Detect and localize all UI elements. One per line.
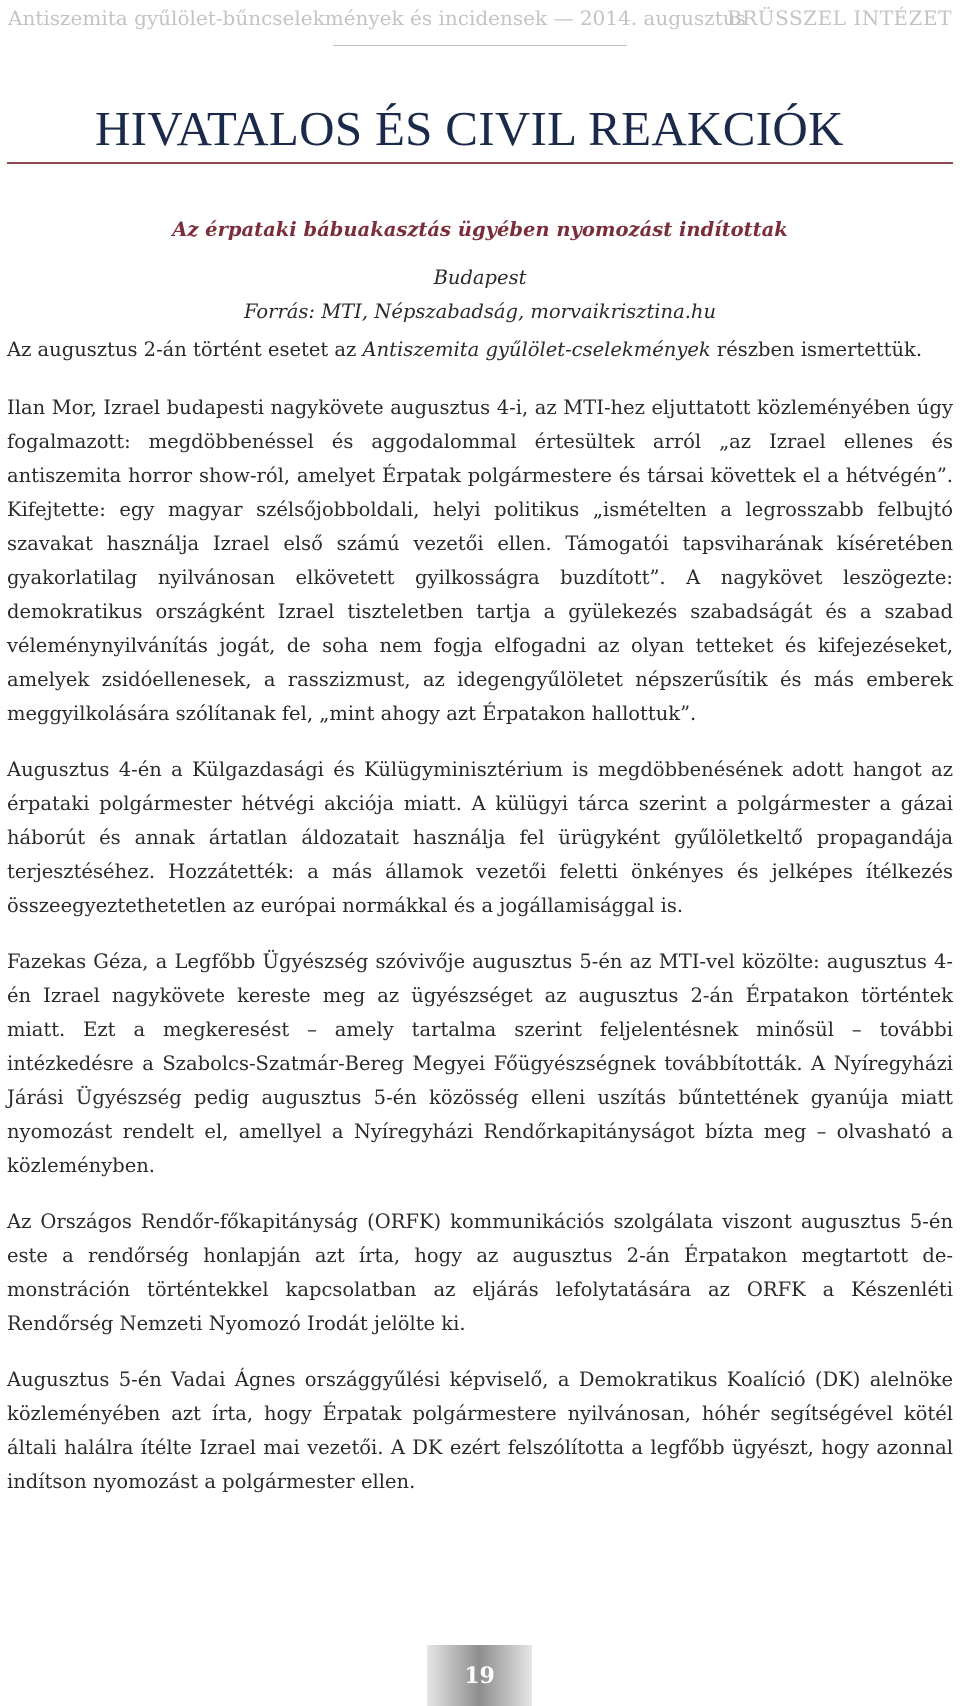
article-paragraph: Augusztus 5-én Vadai Ágnes országgyűlési képviselő, a Demokratikus Koalíció (DK) alelnöke közleményében azt írta, hogy Érpatak polgármestere nyilvánosan, hóhér segítségével kötél általi halálra ítélte Izrael mai vezetői. A DK ezért felszólította a legfőbb ügyészt, hogy azonnal indítson nyomozást a polgármester ellen. — [7, 1368, 953, 1493]
article-source: Forrás: MTI, Népszabadság, morvaikrisztina.hu — [243, 300, 717, 323]
article-body — [7, 333, 953, 1521]
running-header-organization: BRÜSSZEL INTÉZET — [727, 6, 952, 30]
page-number: 19 — [464, 1662, 495, 1689]
intro-text-start: Az augusztus 2-án történt esetet az — [7, 338, 363, 361]
running-header-title: Antiszemita gyűlölet-bűncselekmények és incidensek — 2014. augusztus — [8, 6, 746, 30]
article-paragraph: Fazekas Géza, a Legfőbb Ügyészség szóvivője augusztus 5-én az MTI-vel közölte: augusztus 4-én Izrael nagykövete kereste meg az ügyészséget az augusztus 2-án Érpatakon történtek miatt. Ezt a megkeresést – amely tartalma szerint feljelentésnek minősül – további intézkedésre a Szabolcs-Szatmár-Bereg Megyei Főügyészségnek továbbították. A Nyíregyházi Járási Ügyészség pedig augusztus 5-én közösség elleni uszítás bűntettének gyanúja miatt nyomozást rendelt el, amellyel a Nyíregyházi Rendőrkapitányságot bízta meg – olvasható a közleményben. — [7, 950, 953, 1177]
running-header — [8, 6, 952, 32]
header-divider — [333, 45, 627, 46]
title-divider — [7, 162, 953, 164]
article-location: Budapest — [433, 266, 527, 289]
article-intro-paragraph — [7, 333, 953, 367]
intro-text-end: részben ismertettük. — [710, 338, 923, 361]
article-paragraph: Az Országos Rendőr-főkapitányság (ORFK) kommunikációs szolgálata viszont augusztus 5-én este a rendőrség honlapján azt írta, hogy az augusztus 2-án Érpatakon megtartott demonstráción történtekkel kapcsolatban az eljárás lefolytatására az ORFK a Készenléti Rendőrség Nemzeti Nyomozó Irodát jelölte ki. — [7, 1210, 953, 1335]
article-title: Az érpataki bábuakasztás ügyében nyomozást indítottak — [172, 218, 788, 241]
article-paragraph: Augusztus 4-én a Külgazdasági és Külügyminisztérium is megdöbbenésének adott hangot az érpataki polgármester hétvégi akciója miatt. A külügyi tárca szerint a polgármester a gázai háborút és annak ártatlan áldozatait használja fel ürügyként gyűlöletkeltő propagandája terjesztéséhez. Hozzátették: a más államok vezetői feletti önkényes és jelképes ítélkezés összeegyeztethetetlen az európai normákkal és a jogállamisággal is. — [7, 758, 953, 917]
intro-emphasis: Antiszemita gyűlölet-cselekmények — [362, 338, 711, 361]
article-paragraph: Ilan Mor, Izrael budapesti nagykövete augusztus 4-i, az MTI-hez eljuttatott közleményében úgy fogalmazott: megdöbbenéssel és aggodalommal értesültek arról „az Izrael ellenes és antiszemita horror show-ról, amelyet Érpatak polgármestere és társai követtek el a hétvégén”. Kifejtette: egy magyar szélsőjobboldali, helyi politikus „ismételten a legrosszabb felbujtó szavakat használja Izrael első számú vezetői ellen. Támogatói tapsviharának kíséretében gyakorlatilag nyilvánosan elkövetett gyilkosságra buzdított”. A nagykövet leszögezte: demokratikus országként Izrael tiszteletben tartja a gyülekezés szabadságát és a szabad véleménynyilvánítás jogát, de soha nem fogja elfogadni az olyan tetteket és kifejezéseket, amelyek zsidóellenesek, a rasszizmust, az idegengyűlöletet népszerűsítik és más emberek meggyilkolására szólítanak fel, „mint ahogy azt Érpatakon hallottuk”. — [7, 396, 953, 725]
page-number-box — [427, 1645, 532, 1706]
section-title: HIVATALOS ÉS CIVIL REAKCIÓK — [95, 101, 844, 156]
